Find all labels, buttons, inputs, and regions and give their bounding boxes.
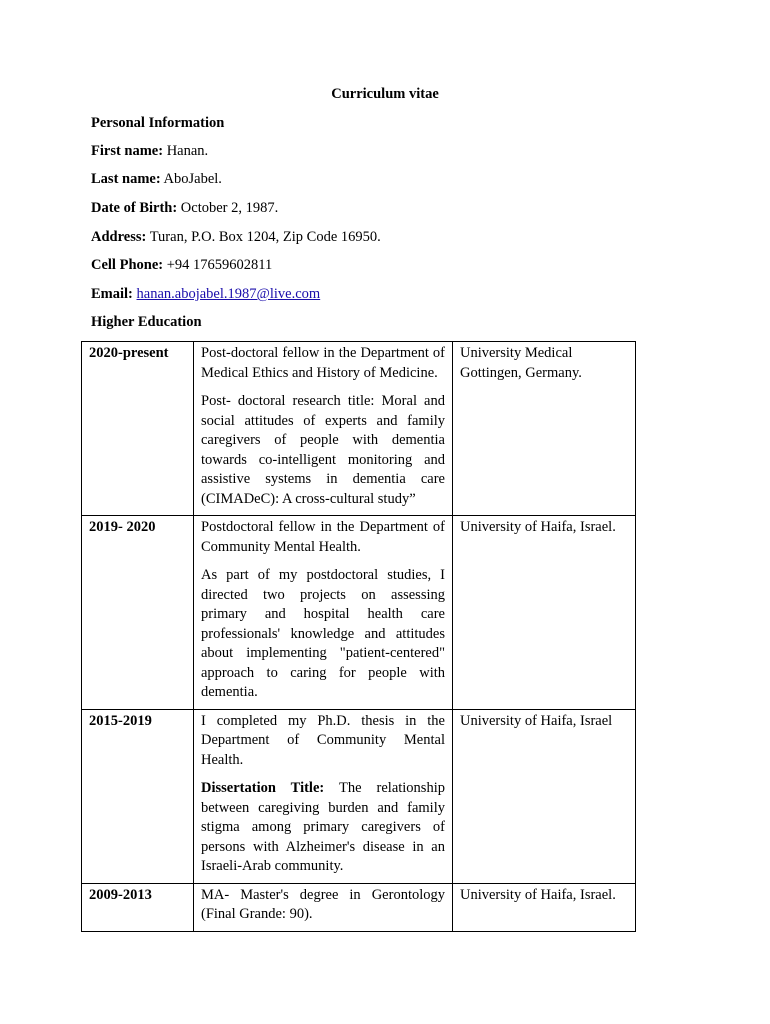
education-paragraph: Post-doctoral fellow in the Department of Medical Ethics and History of Medicine. [201,345,445,381]
education-description [194,342,453,516]
address-row [91,229,381,246]
phone-row [91,257,272,274]
table-row [82,516,636,710]
education-institution: University of Haifa, Israel [453,709,636,883]
education-institution: University of Haifa, Israel. [453,883,636,931]
education-paragraph: As part of my postdoctoral studies, I directed two projects on assessing primary and hospital health care professionals' knowledge and attitudes about implementing "patient-centered" approach to caring for people with dementia. [201,567,445,700]
dob-label: Date of Birth: [91,200,178,216]
phone-label: Cell Phone: [91,257,164,273]
last-name-value: AboJabel. [163,171,222,187]
personal-info-heading: Personal Information [91,115,225,131]
last-name-row [91,171,222,188]
education-institution: University of Haifa, Israel. [453,516,636,710]
address-label: Address: [91,229,147,245]
education-years: 2019- 2020 [82,516,194,710]
table-row [82,709,636,883]
education-paragraph: Postdoctoral fellow in the Department of Community Mental Health. [201,519,445,555]
education-table [81,341,636,932]
education-description [194,709,453,883]
education-paragraph: MA- Master's degree in Gerontology (Final Grande: 90). [201,886,445,922]
table-row [82,342,636,516]
dissertation-title-text: The relationship between caregiving burden and family stigma among primary caregivers of persons with Alzheimer's disease in an Israeli-Arab community. [201,780,445,874]
education-years: 2009-2013 [82,883,194,931]
education-years: 2015-2019 [82,709,194,883]
email-row [91,286,320,303]
last-name-label: Last name: [91,171,161,187]
document-title: Curriculum vitae [331,86,439,102]
education-paragraph: I completed my Ph.D. thesis in the Department of Community Mental Health. [201,712,445,768]
phone-value: +94 17659602811 [166,257,273,273]
education-paragraph [201,779,445,877]
dob-value: October 2, 1987. [180,200,279,216]
first-name-row [91,143,208,160]
education-description [194,883,453,931]
higher-education-heading: Higher Education [91,314,202,330]
education-paragraph: Post- doctoral research title: Moral and social attitudes of experts and family caregivers of people with dementia towards co-intelligent monitoring and assistive systems in dementia care (CIMADeC): A cross-cultural study” [201,393,445,507]
education-years: 2020-present [82,342,194,516]
education-description [194,516,453,710]
dissertation-title-label: Dissertation Title: [201,780,325,796]
table-row [82,883,636,931]
email-link[interactable]: hanan.abojabel.1987@live.com [136,286,321,302]
dob-row [91,200,278,217]
address-value: Turan, P.O. Box 1204, Zip Code 16950. [149,229,381,245]
education-institution: University Medical Gottingen, Germany. [453,342,636,516]
first-name-value: Hanan. [166,143,209,159]
first-name-label: First name: [91,143,164,159]
email-label: Email: [91,286,133,302]
